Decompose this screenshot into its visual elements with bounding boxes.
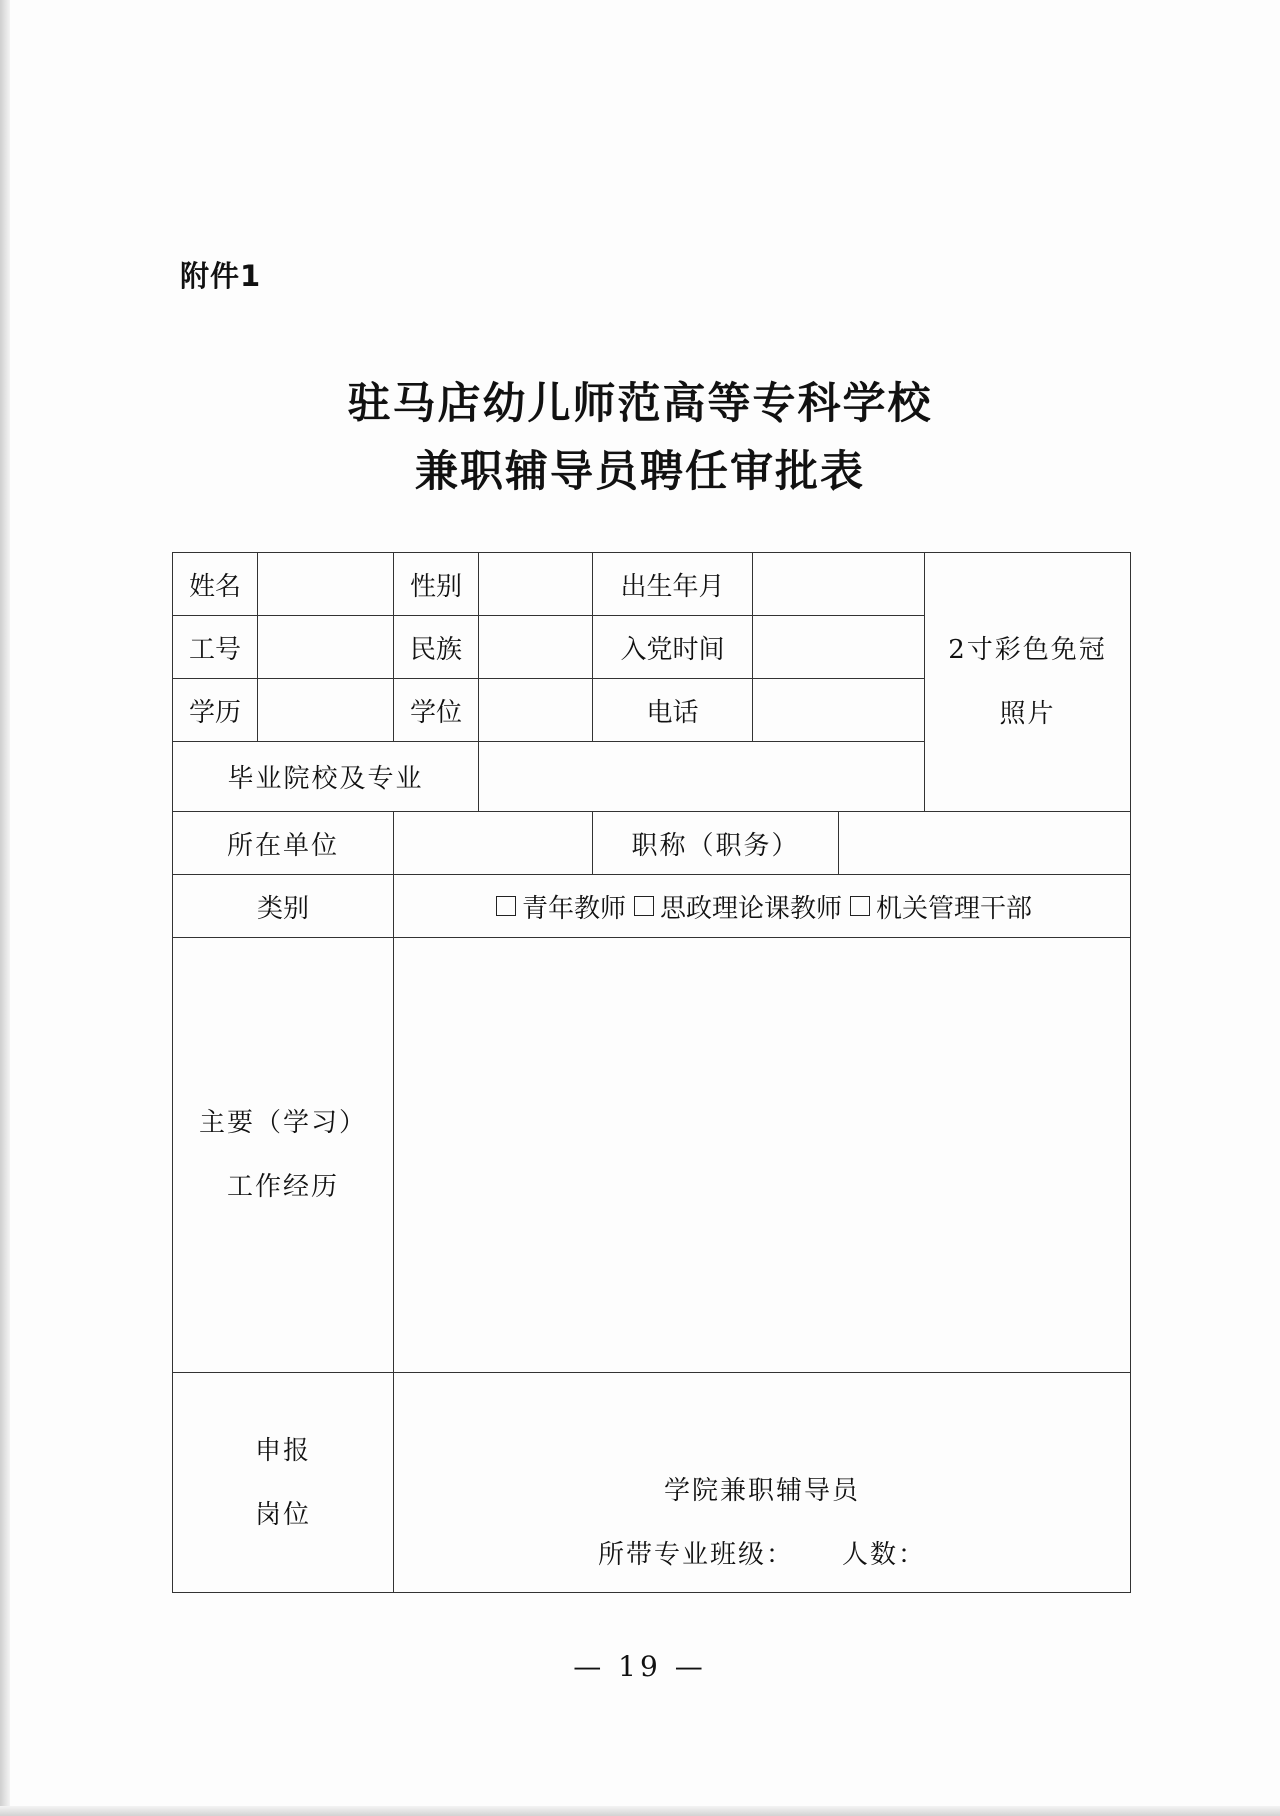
category-checkbox-admin-cadre[interactable] — [850, 896, 870, 916]
graduation-label: 毕业院校及专业 — [173, 742, 479, 812]
attachment-label: 附件1 — [180, 259, 262, 293]
category-label: 类别 — [173, 875, 394, 938]
post-label-line-2: 岗位 — [254, 1499, 311, 1530]
phone-label: 电话 — [593, 679, 753, 742]
photo-label-line-2: 照片 — [999, 699, 1056, 729]
page-number: — 19 — — [573, 1650, 707, 1683]
category-option-young-teacher: 青年教师 — [521, 893, 626, 924]
approval-form-table — [172, 552, 1131, 1593]
form-row-name — [173, 553, 1131, 616]
experience-field[interactable] — [394, 938, 1131, 1373]
birth-field[interactable] — [753, 553, 925, 616]
scan-edge — [0, 0, 10, 1816]
post-label-line-1: 申报 — [254, 1435, 311, 1466]
ethnicity-field[interactable] — [479, 616, 593, 679]
post-label — [173, 1373, 394, 1593]
degree-label: 学位 — [394, 679, 479, 742]
education-label: 学历 — [173, 679, 258, 742]
experience-label-line-1: 主要（学习） — [198, 1108, 367, 1138]
unit-field[interactable] — [394, 812, 593, 875]
category-option-ideology-teacher: 思政理论课教师 — [659, 893, 842, 924]
id-field[interactable] — [258, 616, 394, 679]
degree-field[interactable] — [479, 679, 593, 742]
form-row-category — [173, 875, 1131, 938]
category-checkbox-ideology-teacher[interactable] — [634, 896, 654, 916]
experience-label — [173, 938, 394, 1373]
unit-label: 所在单位 — [173, 812, 394, 875]
post-class-label: 所带专业班级： — [597, 1539, 794, 1570]
name-field[interactable] — [258, 553, 394, 616]
gender-field[interactable] — [479, 553, 593, 616]
category-options — [394, 875, 1131, 938]
party-join-label: 入党时间 — [593, 616, 753, 679]
gender-label: 性别 — [394, 553, 479, 616]
post-field[interactable] — [394, 1373, 1131, 1593]
scan-edge — [0, 1806, 1280, 1816]
post-value-line-1: 学院兼职辅导员 — [663, 1475, 860, 1506]
id-label: 工号 — [173, 616, 258, 679]
party-join-field[interactable] — [753, 616, 925, 679]
document-title-line-1: 驻马店幼儿师范高等专科学校 — [347, 379, 933, 429]
category-checkbox-young-teacher[interactable] — [496, 896, 516, 916]
name-label: 姓名 — [173, 553, 258, 616]
photo-cell[interactable] — [925, 553, 1131, 812]
document-title-line-2: 兼职辅导员聘任审批表 — [415, 447, 865, 497]
birth-label: 出生年月 — [593, 553, 753, 616]
phone-field[interactable] — [753, 679, 925, 742]
post-count-label: 人数： — [842, 1539, 927, 1570]
photo-label-line-1: 2寸彩色免冠 — [948, 635, 1107, 665]
form-row-experience — [173, 938, 1131, 1373]
job-title-label: 职称（职务） — [593, 812, 839, 875]
form-row-post — [173, 1373, 1131, 1593]
ethnicity-label: 民族 — [394, 616, 479, 679]
graduation-field[interactable] — [479, 742, 925, 812]
education-field[interactable] — [258, 679, 394, 742]
experience-label-line-2: 工作经历 — [226, 1172, 339, 1202]
job-title-field[interactable] — [839, 812, 1131, 875]
form-row-unit — [173, 812, 1131, 875]
category-option-admin-cadre: 机关管理干部 — [876, 893, 1033, 924]
